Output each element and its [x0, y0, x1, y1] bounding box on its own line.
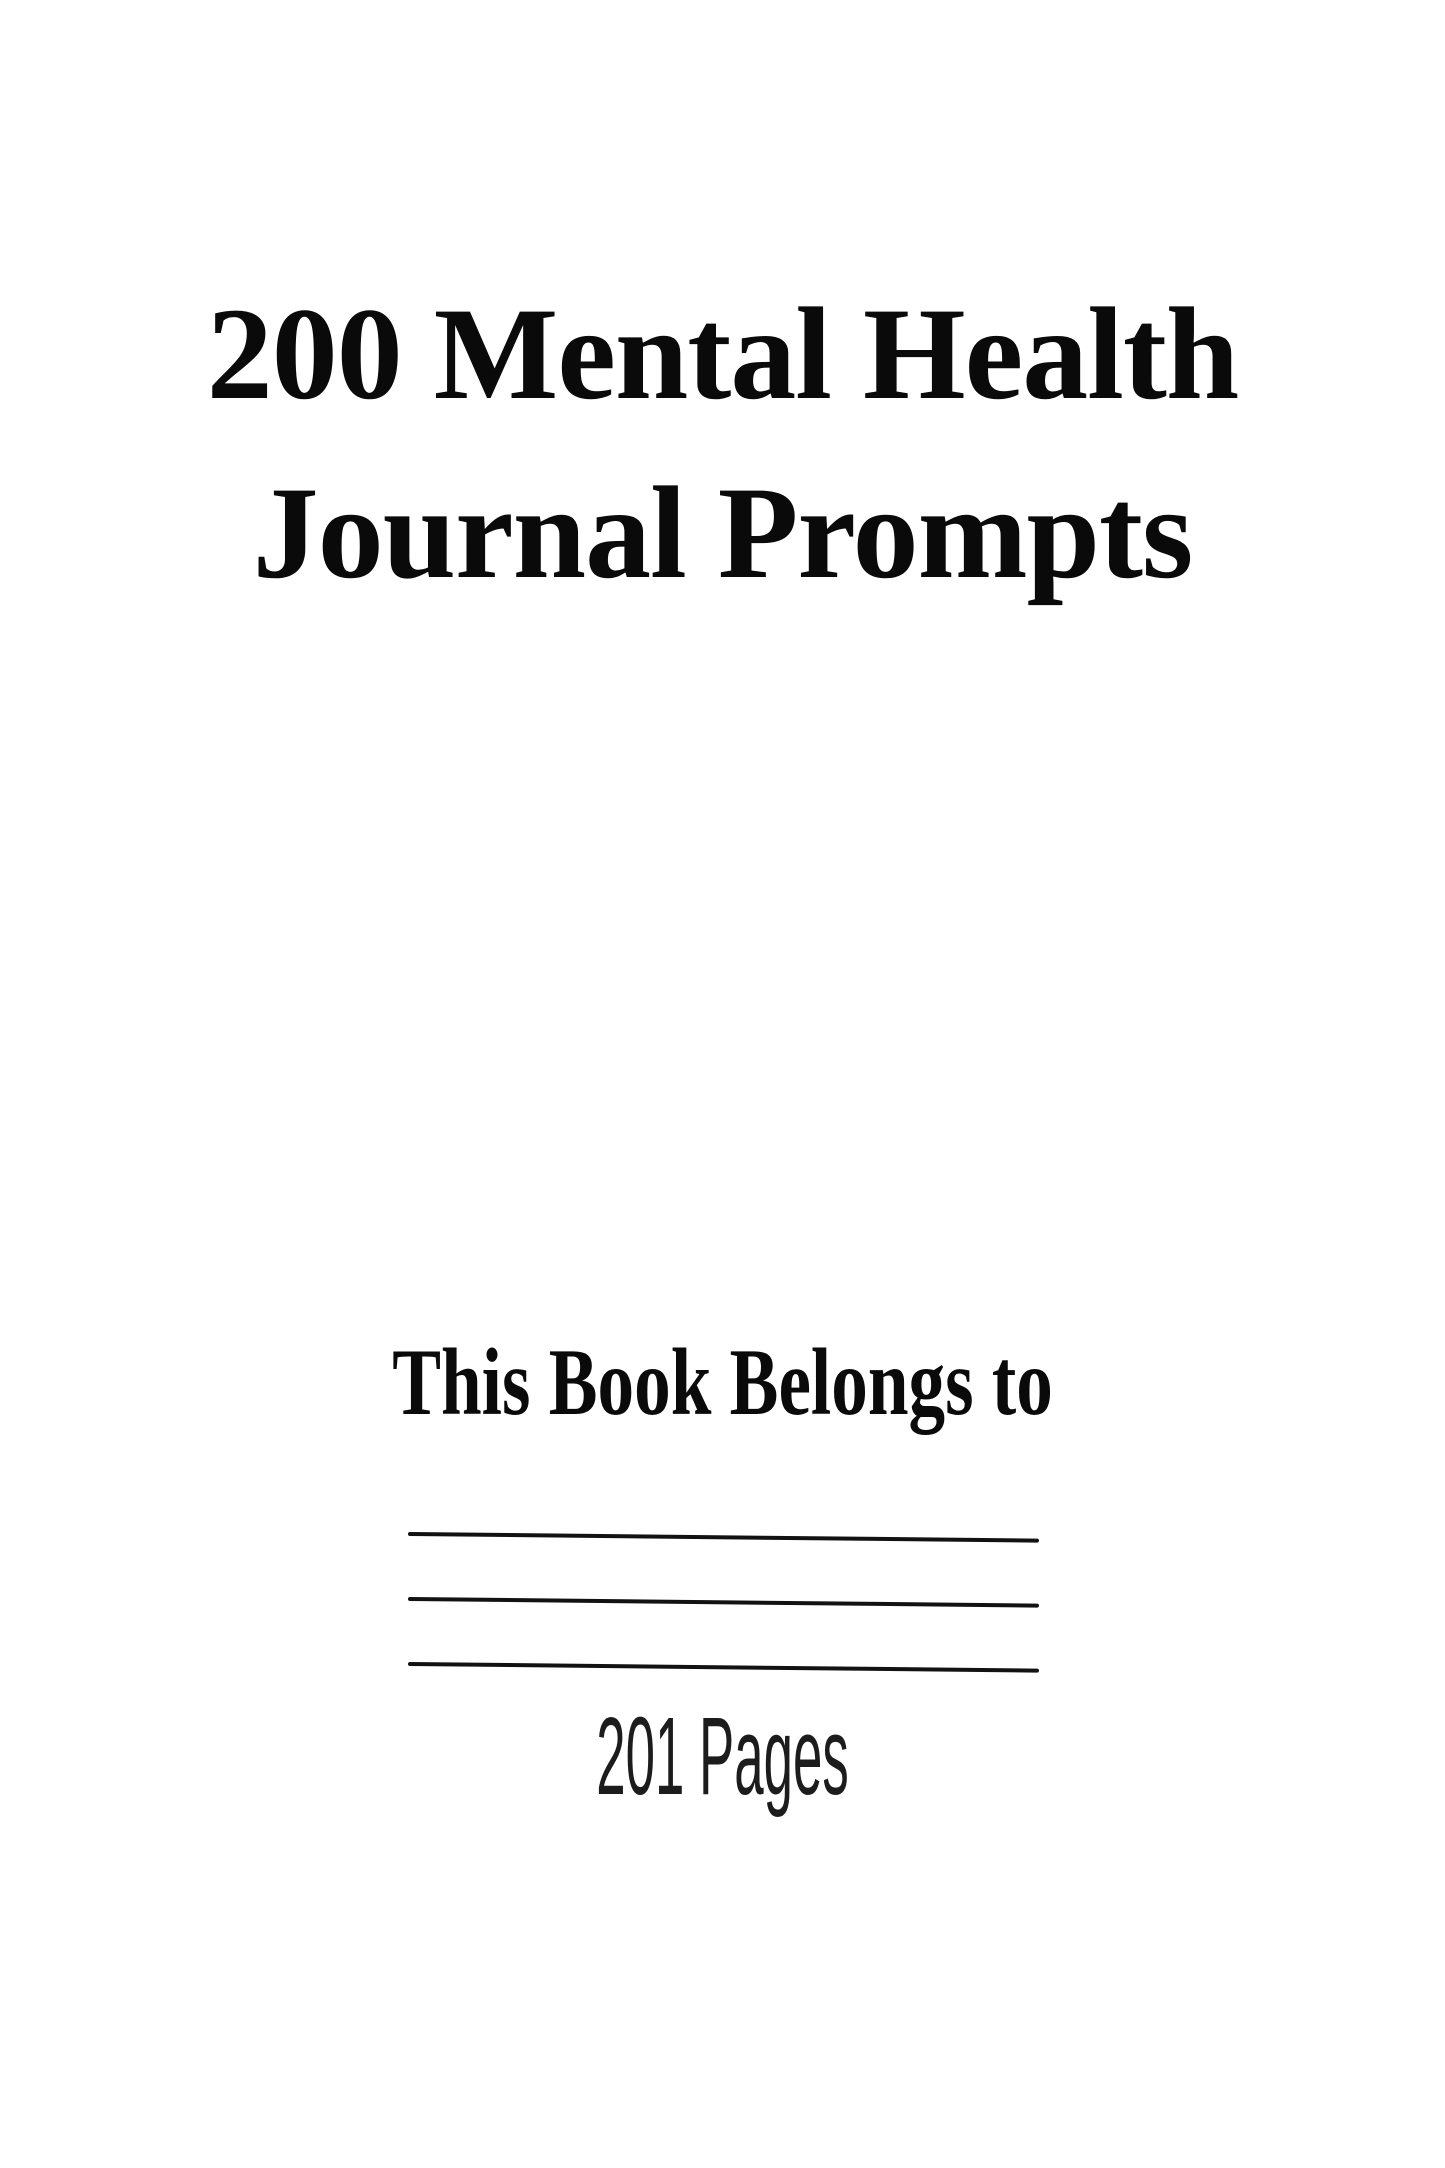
- title-line-1: 200 Mental Health: [206, 280, 1239, 427]
- page-title: [0, 264, 1445, 622]
- belongs-to-label: This Book Belongs to: [392, 1329, 1053, 1435]
- page-count-label: 201 Pages: [596, 1695, 849, 1818]
- title-line-2: Journal Prompts: [252, 459, 1193, 606]
- name-write-line-3: [408, 1662, 1039, 1673]
- name-write-line-1: [408, 1532, 1039, 1543]
- name-write-line-2: [408, 1597, 1039, 1608]
